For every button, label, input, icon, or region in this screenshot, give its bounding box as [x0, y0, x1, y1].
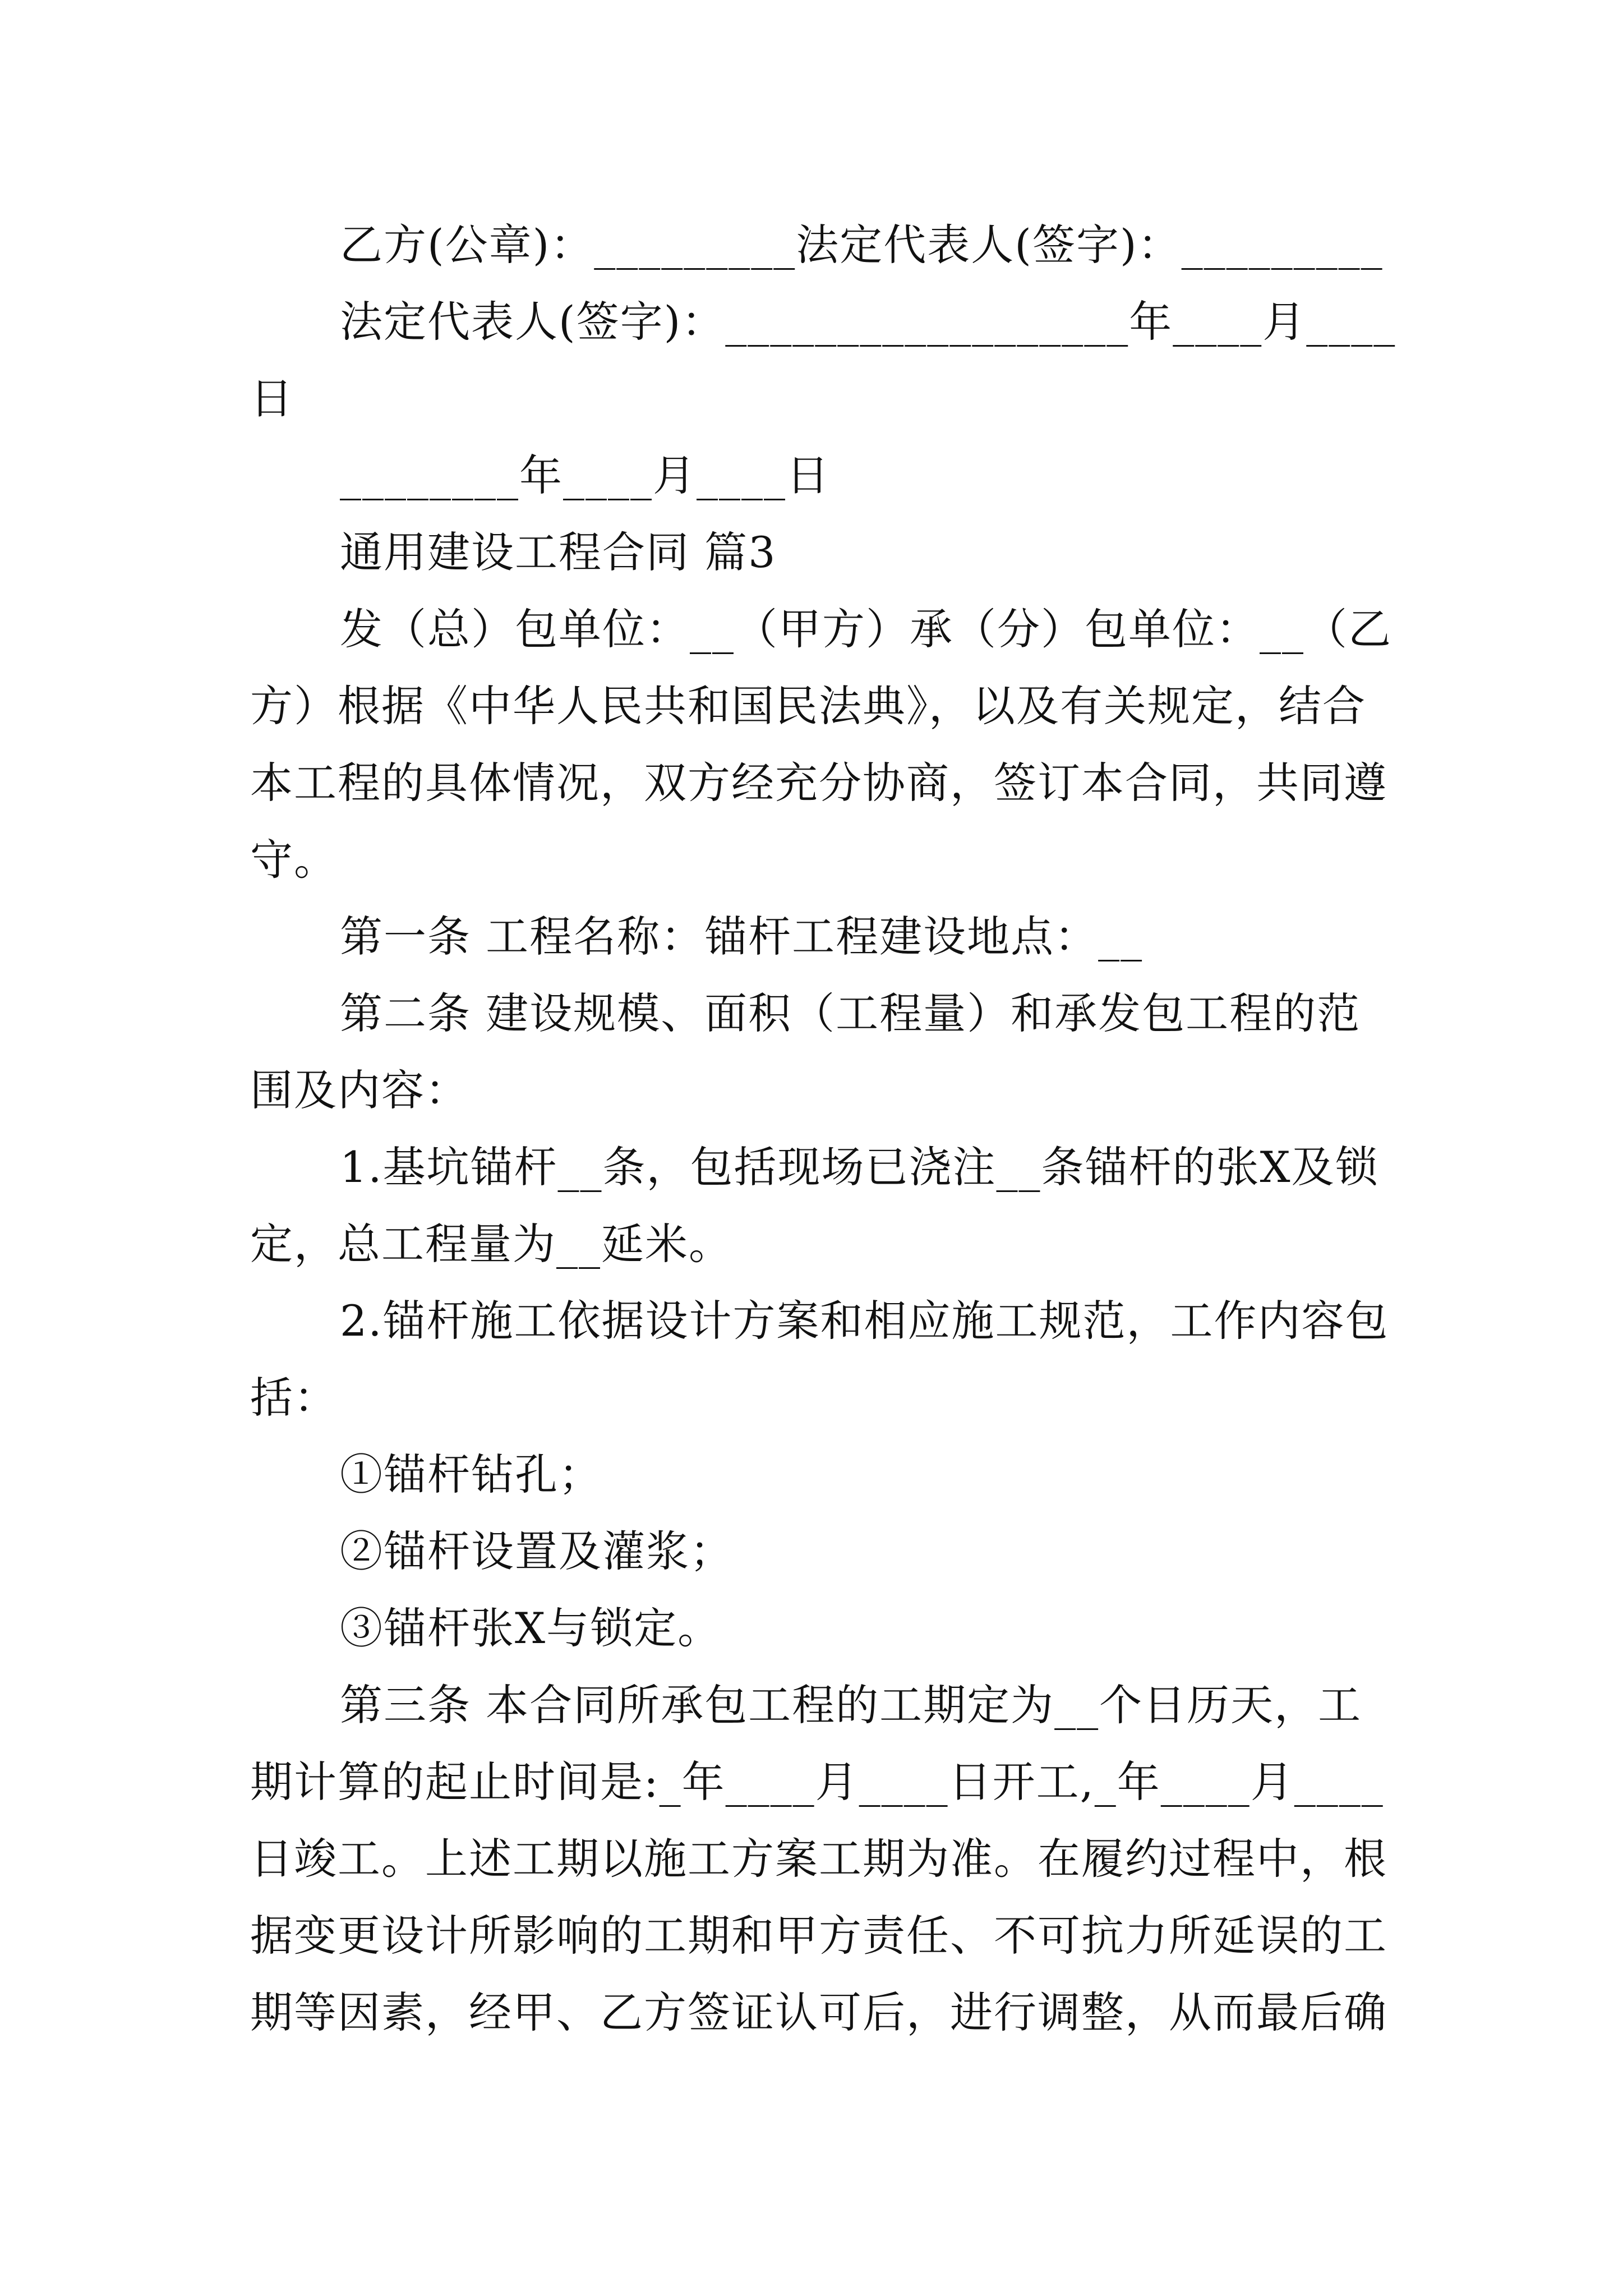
- date-day-continuation: 日: [250, 374, 294, 424]
- party-b-seal-line: 乙方(公章)：_________法定代表人(签字)：_________: [340, 220, 1384, 270]
- list-item: ③锚杆张X与锁定。: [340, 1603, 722, 1653]
- section-title: 通用建设工程合同 篇3: [340, 527, 777, 577]
- paragraph-line: 日竣工。上述工期以施工方案工期为准。在履约过程中，根: [250, 1834, 1387, 1884]
- paragraph-line: 期计算的起止时间是:_年____月____日开工,_年____月____: [250, 1757, 1384, 1807]
- article-2: 第二条 建设规模、面积（工程量）和承发包工程的范: [340, 988, 1361, 1038]
- paragraph-line: 期等因素，经甲、乙方签证认可后，进行调整，从而最后确: [250, 1987, 1387, 2037]
- paragraph-line: 本工程的具体情况，双方经充分协商，签订本合同，共同遵: [250, 758, 1387, 808]
- paragraph-line: 守。: [250, 835, 338, 885]
- article-1: 第一条 工程名称：锚杆工程建设地点：__: [340, 912, 1144, 961]
- paragraph-line: 据变更设计所影响的工期和甲方责任、不可抗力所延误的工: [250, 1911, 1387, 1961]
- article-3: 第三条 本合同所承包工程的工期定为__个日历天，工: [340, 1680, 1362, 1730]
- paragraph-line: 方）根据《中华人民共和国民法典》，以及有关规定，结合: [250, 681, 1366, 731]
- paragraph-line: 发（总）包单位：__（甲方）承（分）包单位：__（乙: [340, 604, 1392, 654]
- paragraph-line: 围及内容：: [250, 1065, 469, 1115]
- legal-rep-date-line: 法定代表人(签字)：__________________年____月____: [340, 297, 1396, 347]
- list-item: 2.锚杆施工依据设计方案和相应施工规范，工作内容包: [340, 1296, 1389, 1346]
- paragraph-line: 括：: [250, 1373, 338, 1423]
- document-body: [250, 206, 1396, 2051]
- date-line: ________年____月____日: [340, 450, 830, 500]
- list-item: ②锚杆设置及灌浆；: [340, 1526, 734, 1576]
- list-item: 1.基坑锚杆__条，包括现场已浇注__条锚杆的张X及锁: [340, 1142, 1379, 1192]
- paragraph-line: 定，总工程量为__延米。: [250, 1219, 732, 1269]
- list-item: ①锚杆钻孔；: [340, 1450, 602, 1499]
